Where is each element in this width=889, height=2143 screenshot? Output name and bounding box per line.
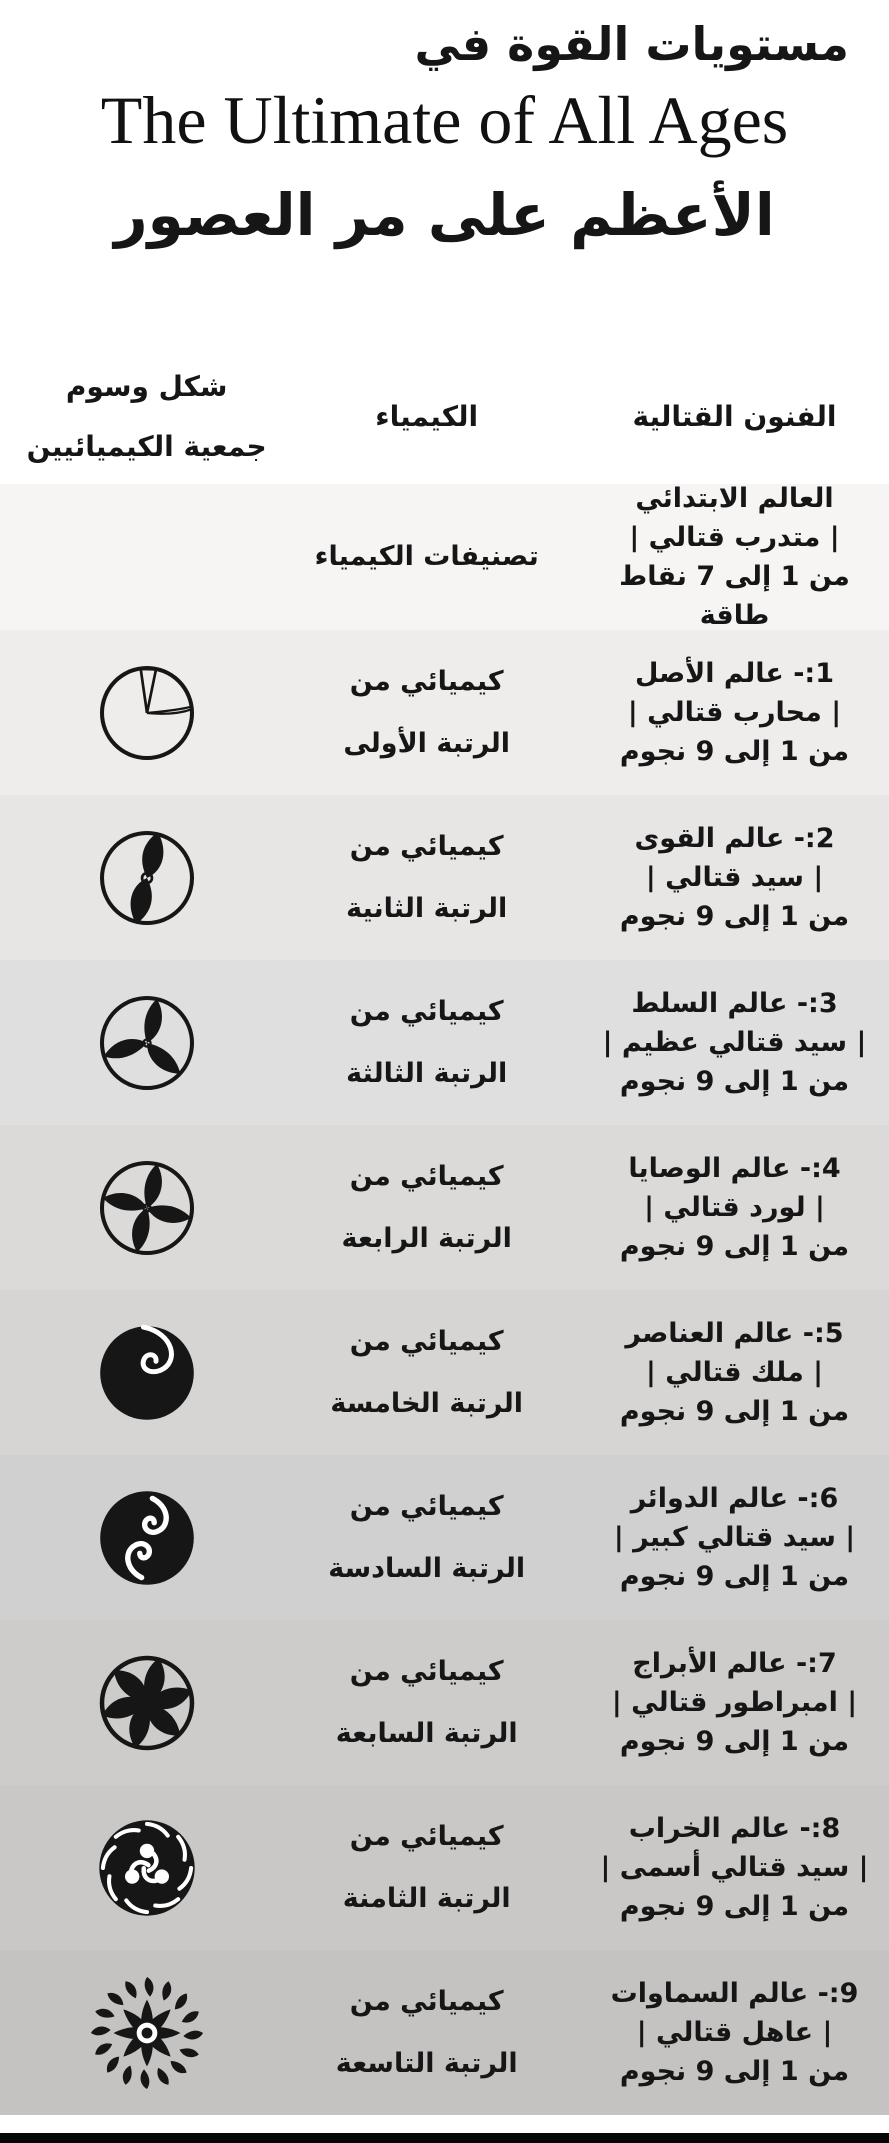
badge-cell	[0, 1484, 293, 1592]
chemistry-line: الرتبة الثامنة	[342, 1882, 511, 1914]
martial-line: من 1 إلى 9 نجوم	[619, 736, 850, 767]
martial-line: من 1 إلى 9 نجوم	[619, 1066, 850, 1097]
martial-line: العالم الابتدائي	[635, 483, 834, 514]
martial-arts-cell	[560, 984, 889, 1101]
rank-6-badge-icon	[93, 1484, 201, 1592]
martial-line: | محارب قتالي |	[627, 697, 842, 728]
martial-line: 2:- عالم القوى	[634, 823, 835, 854]
badge-cell	[0, 1649, 293, 1757]
chemistry-line: كيميائي من	[349, 830, 504, 862]
martial-arts-cell	[560, 819, 889, 936]
martial-arts-column-title: الفنون القتالية	[632, 400, 837, 433]
chemistry-line: كيميائي من	[349, 1820, 504, 1852]
page-title-english: The Ultimate of All Ages	[100, 81, 789, 158]
chemistry-cell	[293, 1641, 560, 1765]
chemistry-line: الرتبة التاسعة	[335, 2047, 518, 2079]
martial-line: من 1 إلى 9 نجوم	[619, 1726, 850, 1757]
martial-arts-cell	[560, 1974, 889, 2091]
badge-cell	[0, 989, 293, 1097]
badge-cell	[0, 1974, 293, 2092]
table-row	[0, 484, 889, 630]
martial-arts-cell	[560, 1314, 889, 1431]
badge-cell	[0, 1814, 293, 1922]
rank-3-badge-icon	[93, 989, 201, 1097]
table-header-row	[0, 350, 889, 484]
chemistry-cell	[293, 1311, 560, 1435]
martial-arts-cell	[560, 1479, 889, 1596]
martial-line: | سيد قتالي كبير |	[613, 1522, 856, 1553]
martial-line: 6:- عالم الدوائر	[630, 1483, 839, 1514]
badge-cell	[0, 824, 293, 932]
martial-arts-cell	[560, 1149, 889, 1266]
table-row	[0, 630, 889, 795]
rank-4-badge-icon	[93, 1154, 201, 1262]
table-row	[0, 1290, 889, 1455]
badge-cell	[0, 1319, 293, 1427]
table-row	[0, 1125, 889, 1290]
martial-line: من 1 إلى 9 نجوم	[619, 1561, 850, 1592]
martial-arts-cell	[560, 1809, 889, 1926]
badge-column-title-line1: شكل وسوم	[65, 370, 228, 403]
chemistry-cell	[293, 1476, 560, 1600]
page-title-arabic: مستويات القوة في	[414, 17, 849, 71]
martial-arts-header-cell	[560, 387, 889, 447]
chemistry-line: تصنيفات الكيمياء	[314, 541, 539, 572]
table-row	[0, 1455, 889, 1620]
table-row	[0, 1950, 889, 2115]
martial-line: | امبراطور قتالي |	[611, 1687, 858, 1718]
footer-spacer	[0, 2115, 889, 2133]
martial-line: من 1 إلى 9 نجوم	[619, 901, 850, 932]
chemistry-cell	[293, 526, 560, 588]
martial-line: | لورد قتالي |	[644, 1192, 825, 1223]
chemistry-cell	[293, 816, 560, 940]
martial-line: من 1 إلى 9 نجوم	[619, 1396, 850, 1427]
martial-line: | ملك قتالي |	[645, 1357, 824, 1388]
chemistry-line: الرتبة الرابعة	[341, 1222, 512, 1254]
martial-line: 7:- عالم الأبراج	[632, 1648, 837, 1679]
chemistry-line: الرتبة الثالثة	[346, 1057, 508, 1089]
chemistry-line: كيميائي من	[349, 1160, 504, 1192]
martial-line: 1:- عالم الأصل	[634, 658, 835, 689]
martial-arts-cell	[560, 1644, 889, 1761]
rank-2-badge-icon	[93, 824, 201, 932]
martial-line: من 1 إلى 9 نجوم	[619, 1231, 850, 1262]
table-row	[0, 960, 889, 1125]
table-row	[0, 795, 889, 960]
badge-column-title-line2: جمعية الكيميائيين	[26, 430, 267, 463]
martial-line: | متدرب قتالي |	[629, 522, 840, 553]
page-header	[0, 0, 889, 350]
chemistry-line: كيميائي من	[349, 1985, 504, 2017]
rank-8-badge-icon	[93, 1814, 201, 1922]
badge-cell	[0, 1154, 293, 1262]
martial-line: 5:- عالم العناصر	[625, 1318, 844, 1349]
chemistry-line: الرتبة السادسة	[328, 1552, 526, 1584]
chemistry-cell	[293, 1806, 560, 1930]
martial-line: | عاهل قتالي |	[636, 2017, 833, 2048]
chemistry-line: الرتبة الثانية	[346, 892, 508, 924]
martial-line: | سيد قتالي أسمى |	[600, 1852, 869, 1883]
martial-line: من 1 إلى 7 نقاط طاقة	[619, 561, 850, 631]
chemistry-cell	[293, 1971, 560, 2095]
chemistry-line: الرتبة الخامسة	[330, 1387, 524, 1419]
chemistry-column-title: الكيمياء	[375, 400, 479, 433]
footer-bar	[0, 2133, 889, 2143]
chemistry-line: كيميائي من	[349, 1325, 504, 1357]
martial-line: | سيد قتالي عظيم |	[602, 1027, 867, 1058]
chemistry-cell	[293, 651, 560, 775]
martial-line: 8:- عالم الخراب	[628, 1813, 841, 1844]
chemistry-line: الرتبة الأولى	[343, 727, 511, 759]
chemistry-line: الرتبة السابعة	[335, 1717, 518, 1749]
rank-7-badge-icon	[93, 1649, 201, 1757]
rank-9-badge-icon	[88, 1974, 206, 2092]
chemistry-cell	[293, 1146, 560, 1270]
badge-cell	[0, 659, 293, 767]
martial-line: 9:- عالم السماوات	[610, 1978, 859, 2009]
martial-arts-cell	[560, 479, 889, 635]
table-row	[0, 1620, 889, 1785]
martial-line: 4:- عالم الوصايا	[628, 1153, 841, 1184]
chemistry-header-cell	[293, 387, 560, 447]
martial-line: | سيد قتالي |	[645, 862, 824, 893]
martial-arts-cell	[560, 654, 889, 771]
badge-header-cell	[0, 357, 293, 477]
chemistry-line: كيميائي من	[349, 995, 504, 1027]
chemistry-line: كيميائي من	[349, 665, 504, 697]
page-subtitle-arabic: الأعظم على مر العصور	[114, 181, 775, 250]
chemistry-line: كيميائي من	[349, 1490, 504, 1522]
rank-1-badge-icon	[93, 659, 201, 767]
table-row	[0, 1785, 889, 1950]
martial-line: 3:- عالم السلط	[631, 988, 838, 1019]
martial-line: من 1 إلى 9 نجوم	[619, 2056, 850, 2087]
chemistry-cell	[293, 981, 560, 1105]
rank-5-badge-icon	[93, 1319, 201, 1427]
chemistry-line: كيميائي من	[349, 1655, 504, 1687]
martial-line: من 1 إلى 9 نجوم	[619, 1891, 850, 1922]
